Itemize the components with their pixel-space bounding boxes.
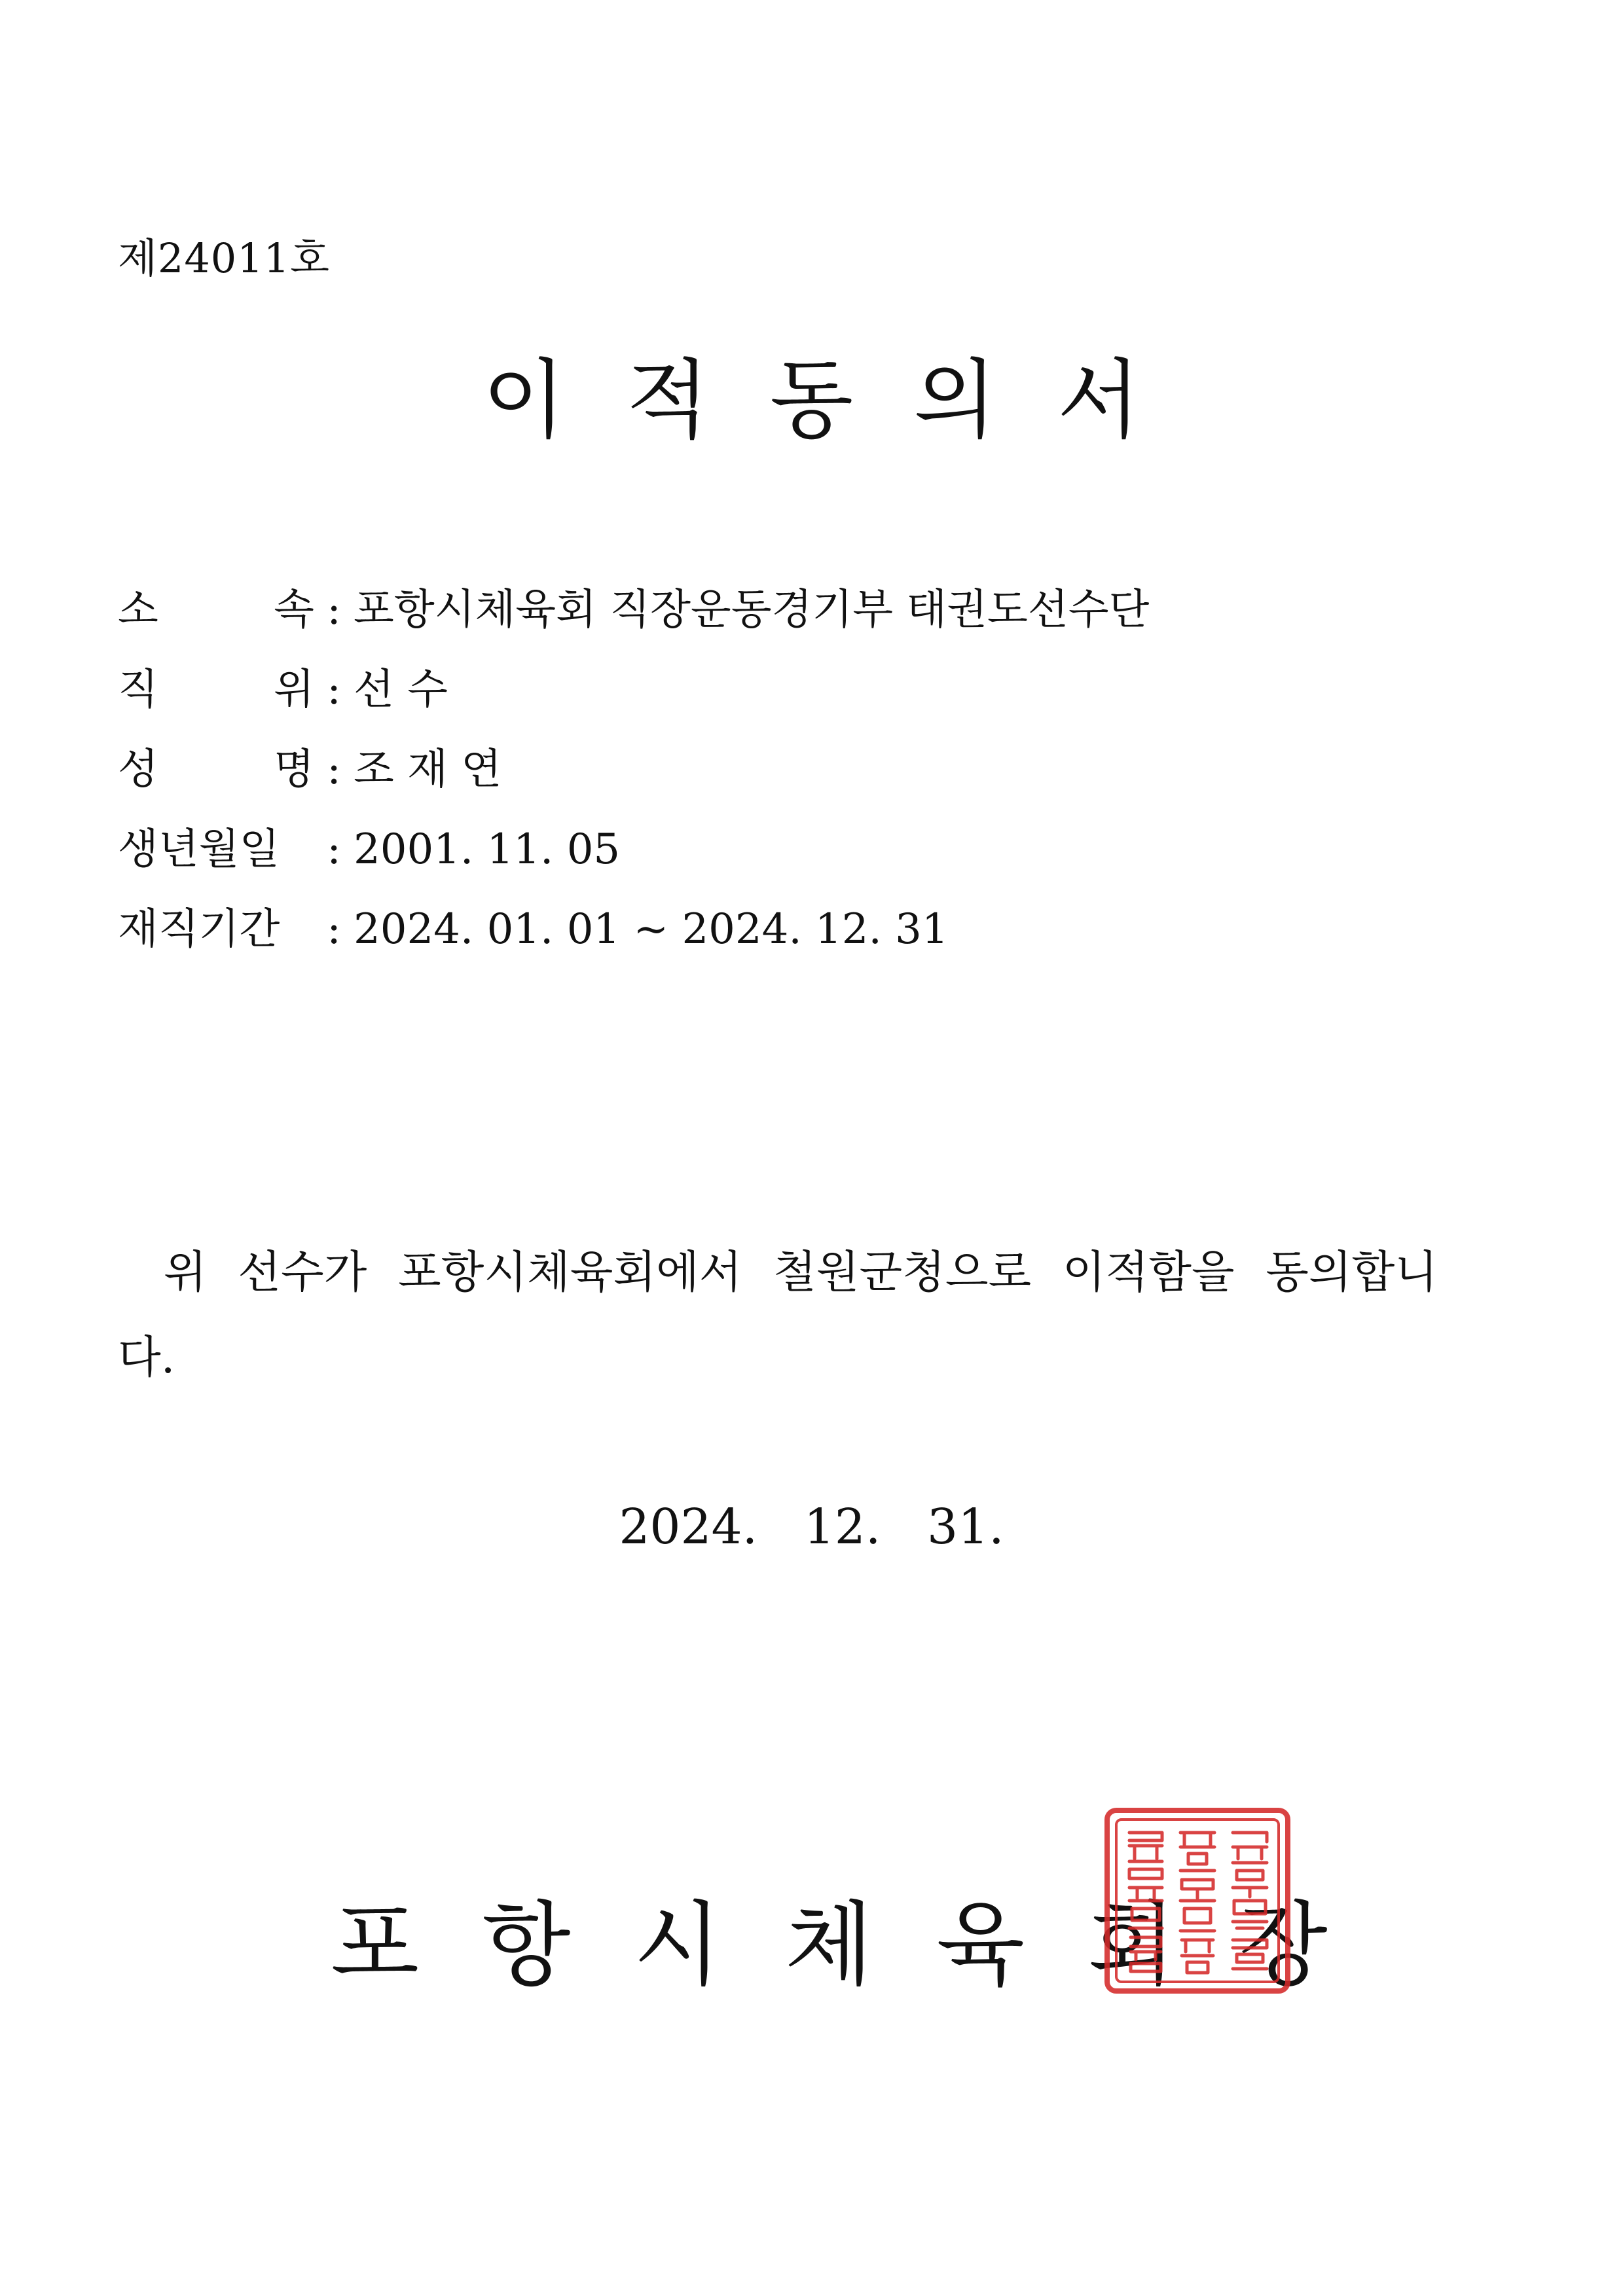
field-colon: :: [327, 745, 341, 794]
field-label-char: 직: [118, 666, 158, 714]
field-label-char: 성: [118, 745, 158, 794]
consent-statement-text: 위 선수가 포항시체육회에서 철원군청으로 이적함을 동의합니다.: [118, 1247, 1438, 1384]
issuer-name: 포항시체육회장: [331, 1892, 1391, 1999]
field-label: [118, 816, 314, 876]
field-employment-period: [118, 895, 1149, 975]
field-label: [118, 895, 314, 956]
document-number: 제24011호: [118, 234, 331, 282]
field-label: [118, 736, 314, 796]
field-colon: :: [327, 825, 341, 874]
field-position: [118, 656, 1149, 736]
document-title: 이적동의서: [482, 350, 1201, 451]
field-label-text: 재직기간: [118, 905, 280, 954]
field-value: 선 수: [354, 666, 448, 714]
field-label-text: 생년월일: [118, 825, 280, 874]
issue-date: 2024. 12. 31.: [619, 1499, 1004, 1555]
field-colon: :: [327, 905, 341, 954]
field-label-char: 위: [274, 666, 314, 714]
field-value: 2001. 11. 05: [354, 825, 621, 874]
field-label: [118, 656, 314, 716]
field-birthdate: [118, 816, 1149, 895]
field-value: 포항시체육회 직장운동경기부 태권도선수단: [354, 586, 1150, 634]
info-fields: [118, 576, 1149, 975]
field-label-char: 소: [118, 586, 158, 634]
consent-statement: [118, 1230, 1493, 1401]
field-value: 조 재 연: [354, 745, 502, 794]
field-name: [118, 736, 1149, 816]
field-colon: :: [327, 666, 341, 714]
official-seal-stamp: [1103, 1806, 1292, 1995]
field-value: 2024. 01. 01 ~ 2024. 12. 31: [354, 905, 949, 954]
field-label-char: 속: [274, 586, 314, 634]
field-label: [118, 576, 314, 636]
seal-legend: 포항시체육회장인: [1103, 1806, 1108, 1807]
field-affiliation: [118, 576, 1149, 656]
field-label-char: 명: [274, 745, 314, 794]
field-colon: :: [327, 586, 341, 634]
